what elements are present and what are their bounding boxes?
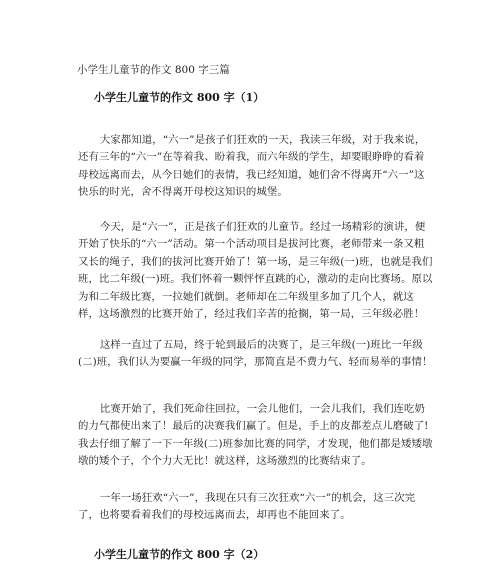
paragraph-1: 大家都知道，“六一”是孩子们狂欢的一天，我读三年级，对于我来说，还有三年的“六一”在等着我、盼着我，而六年级的学生，却要眼睁睁的看着母校远离而去，从今日她们的表情，我已经知道，她们舍不得离开“六一”这快乐的时光，舍不得离开母校这知识的城堡。 — [78, 134, 426, 199]
document-title: 小学生儿童节的作文 800 字三篇 — [77, 64, 230, 76]
section-heading-1: 小学生儿童节的作文 800 字（1） — [94, 91, 265, 104]
paragraph-4: 比赛开始了，我们死命往回拉，一会儿他们，一会儿我们，我们连吃奶的力气都使出来了！最后的决赛我们赢了。但是，手上的皮都差点儿磨破了!我去仔细了解了一下一年级(二)班参加比赛的同学，才发现，他们都是矮矮墩墩的矮个子，个个力大无比！就这样，这场激烈的比赛结束了。 — [78, 403, 433, 468]
section-heading-2: 小学生儿童节的作文 800 字（2） — [94, 548, 265, 561]
paragraph-2: 今天，是“六一”，正是孩子们狂欢的儿童节。经过一场精彩的演讲，便开始了快乐的“六一”活动。第一个活动项目是拔河比赛，老师带来一条又粗又长的绳子，我们的拔河比赛开始了！第一场，是三年级(一)班，也就是我们班，比二年级(一)班。我们怀着一颗怦怦直跳的心，激动的走向比赛场。原以为和二年级比赛，一拉她们就倒。老师却在二年级里多加了几个人，就这样，这场激烈的比赛开始了，经过我们辛苦的抢搁，第一局，三年级必胜！ — [78, 221, 433, 321]
paragraph-3: 这样一直过了五局，终于轮到最后的决赛了，是三年级(一)班比一年级(二)班，我们认为要赢一年级的同学，那简直是不费力气、轻而易举的事情！ — [78, 339, 433, 369]
paragraph-5: 一年一场狂欢“六一”，我现在只有三次狂欢“六一”的机会，这三次完了，也将要看着我们的母校远离而去，却再也不能回来了。 — [78, 492, 416, 522]
